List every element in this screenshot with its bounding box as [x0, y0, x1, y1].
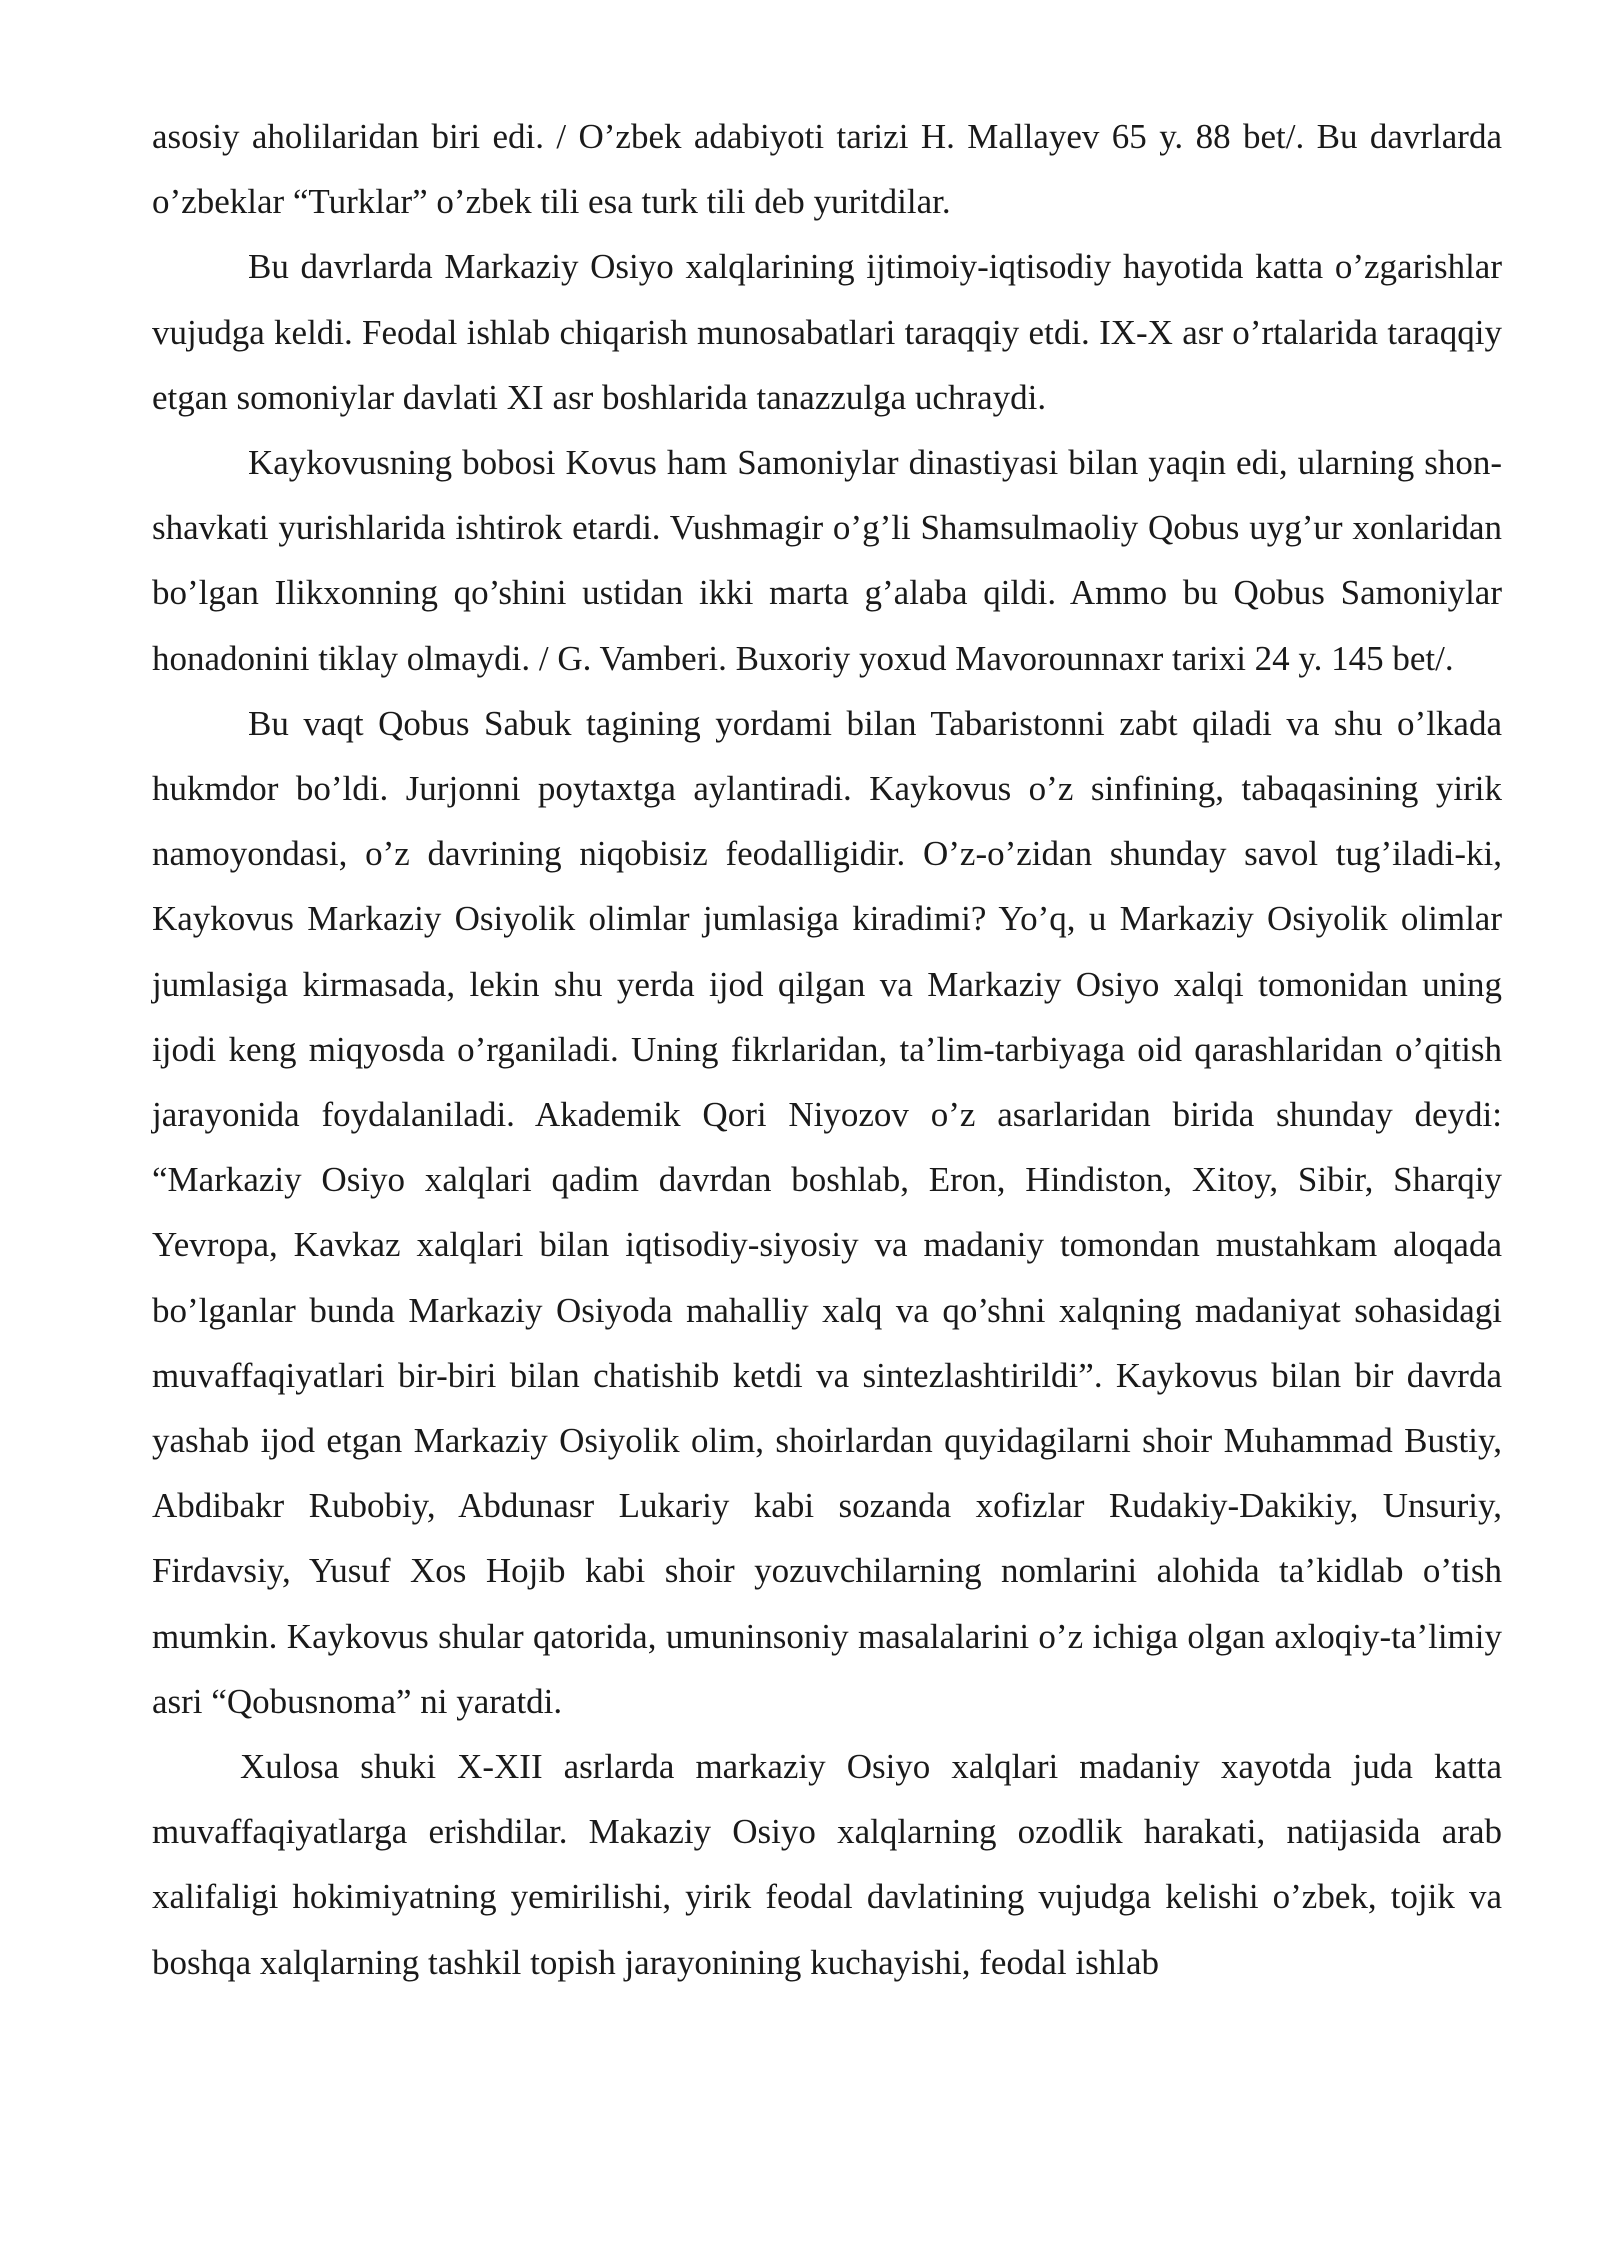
paragraph-2: Bu davrlarda Markaziy Osiyo xalqlarining ijtimoiy-iqtisodiy hayotida katta o’zgarishlar vujudga keldi. Feodal ishlab chiqarish munosabatlari taraqqiy etdi. IX-X asr o’rtalarida taraqqiy etgan somoniylar davlati XI asr boshlarida tanazzulga uchraydi.: [152, 247, 1502, 417]
paragraph-4: Bu vaqt Qobus Sabuk tagining yordami bilan Tabaristonni zabt qiladi va shu o’lkada hukmdor bo’ldi. Jurjonni poytaxtga aylantiradi. Kaykovus o’z sinfining, tabaqasining yirik namoyondasi, o’z davrining niqobisiz feodalligidir. O’z-o’zidan shunday savol tug’iladi-ki, Kaykovus Markaziy Osiyolik olimlar jumlasiga kiradimi? Yo’q, u Markaziy Osiyolik olimlar jumlasiga kirmasada, lekin shu yerda ijod qilgan va Markaziy Osiyo xalqi tomonidan uning ijodi keng miqyosda o’rganiladi. Uning fikrlaridan, ta’lim-tarbiyaga oid qarashlaridan o’qitish jarayonida foydalaniladi. Akademik Qori Niyozov o’z asarlaridan birida shunday deydi: “Markaziy Osiyo xalqlari qadim davrdan boshlab, Eron, Hindiston, Xitoy, Sibir, Sharqiy Yevropa, Kavkaz xalqlari bilan iqtisodiy-siyosiy va madaniy tomondan mustahkam aloqada bo’lganlar bunda Markaziy Osiyoda mahalliy xalq va qo’shni xalqning madaniyat sohasidagi muvaffaqiyatlari bir-biri bilan chatishib ketdi va sintezlashtirildi”. Kaykovus bilan bir davrda yashab ijod etgan Markaziy Osiyolik olim, shoirlardan quyidagilarni shoir Muhammad Bustiy, Abdibakr Rubobiy, Abdunasr Lukariy kabi sozanda xofizlar Rudakiy-Dakikiy, Unsuriy, Firdavsiy, Yusuf Xos Hojib kabi shoir yozuvchilarning nomlarini alohida ta’kidlab o’tish mumkin. Kaykovus shular qatorida, umuninsoniy masalalarini o’z ichiga olgan axloqiy-ta’limiy asri “Qobusnoma” ni yaratdi.: [152, 703, 1502, 1721]
paragraph-1: asosiy aholilaridan biri edi. / O’zbek adabiyoti tarizi H. Mallayev 65 y. 88 bet/. Bu davrlarda o’zbeklar “Turklar” o’zbek tili esa turk tili deb yuritdilar.: [152, 117, 1502, 222]
paragraph-3: Kaykovusning bobosi Kovus ham Samoniylar dinastiyasi bilan yaqin edi, ularning shon-shavkati yurishlarida ishtirok etardi. Vushmagir o’g’li Shamsulmaoliy Qobus uyg’ur xonlaridan bo’lgan Ilikxonning qo’shini ustidan ikki marta g’alaba qildi. Ammo bu Qobus Samoniylar honadonini tiklay olmaydi. / G. Vamberi. Buxoriy yoxud Mavorounnaxr tarixi 24 y. 145 bet/.: [152, 443, 1502, 678]
paragraph-5: Xulosa shuki X-XII asrlarda markaziy Osiyo xalqlari madaniy xayotda juda katta muvaffaqiyatlarga erishdilar. Makaziy Osiyo xalqlarning ozodlik harakati, natijasida arab xalifaligi hokimiyatning yemirilishi, yirik feodal davlatining vujudga kelishi o’zbek, tojik va boshqa xalqlarning tashkil topish jarayonining kuchayishi, feodal ishlab: [152, 1747, 1502, 1982]
document-page: [152, 104, 1502, 1995]
